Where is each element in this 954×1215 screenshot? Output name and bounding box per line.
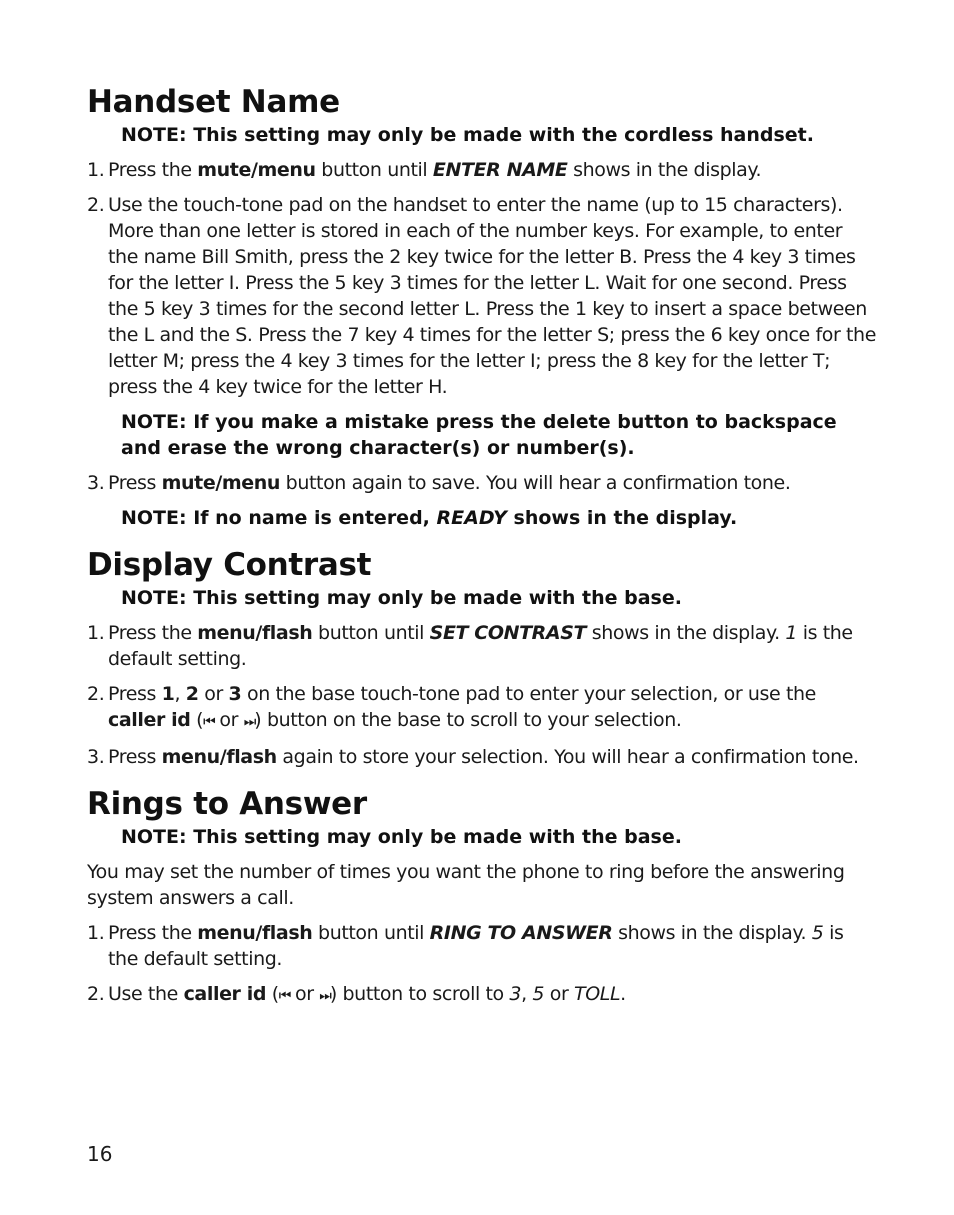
skip-forward-icon: ⏭ (319, 988, 330, 1004)
step-number: 2. (87, 983, 105, 1005)
page-content (87, 84, 877, 1009)
page-number: 16 (87, 1142, 113, 1166)
section-title-display-contrast: Display Contrast (87, 547, 372, 583)
skip-back-icon: ⏮ (203, 714, 214, 730)
section-title-handset-name: Handset Name (87, 84, 340, 120)
step-number: 3. (87, 746, 105, 768)
step-3-contrast: 3. Press menu/flash again to store your selection. You will hear a confirmation tone. (87, 746, 859, 768)
step-number: 2. (87, 194, 105, 216)
step-2-handset: 2. Use the touch-tone pad on the handset to enter the name (up to 15 characters). More than one letter is stored in each of the number keys. For example, to enter the name Bill Smith, press the 2 key twice for the letter B. Press the 4 key 3 times for the letter I. Press the 5 key 3 times for the letter L. Wait for one second. Press the 5 key 3 times for the second letter L. Press the 1 key to insert a space between the L and the S. Press the 7 key 4 times for the letter S; press the 6 key once for the letter M; press the 4 key 3 times for the letter I; press the 8 key for the letter T; press the 4 key twice for the letter H. (87, 194, 876, 398)
step-3-handset: 3. Press mute/menu button again to save. You will hear a confirmation tone. (87, 472, 791, 494)
note-no-name: NOTE: If no name is entered, READY shows in the display. (121, 507, 738, 529)
step-number: 1. (87, 622, 105, 644)
step-2-rings: 2. Use the caller id (⏮ or ⏭) button to scroll to 3, 5 or TOLL. (87, 983, 626, 1005)
step-number: 1. (87, 922, 105, 944)
note-base-only: NOTE: This setting may only be made with the base. (121, 587, 682, 609)
skip-back-icon: ⏮ (278, 988, 290, 1004)
section-title-rings-to-answer: Rings to Answer (87, 786, 367, 822)
step-1-contrast: 1. Press the menu/flash button until SET CONTRAST shows in the display. 1 is the default setting. (87, 622, 853, 670)
step-2-contrast: 2. Press 1, 2 or 3 on the base touch-tone pad to enter your selection, or use the caller id (⏮ or ⏭) button on the base to scroll to your selection. (87, 683, 816, 731)
note-base-only: NOTE: This setting may only be made with the base. (121, 826, 682, 848)
note-mistake: NOTE: If you make a mistake press the delete button to backspace and erase the wrong character(s) or number(s). (121, 411, 837, 459)
step-number: 1. (87, 159, 105, 181)
step-number: 2. (87, 683, 105, 705)
step-1-handset: 1. Press the mute/menu button until ENTER NAME shows in the display. (87, 159, 762, 181)
note-cordless-handset: NOTE: This setting may only be made with the cordless handset. (121, 124, 814, 146)
rings-intro: You may set the number of times you want the phone to ring before the answering system answers a call. (87, 861, 845, 909)
step-number: 3. (87, 472, 105, 494)
skip-forward-icon: ⏭ (243, 714, 255, 730)
step-1-rings: 1. Press the menu/flash button until RING TO ANSWER shows in the display. 5 is the default setting. (87, 922, 844, 970)
